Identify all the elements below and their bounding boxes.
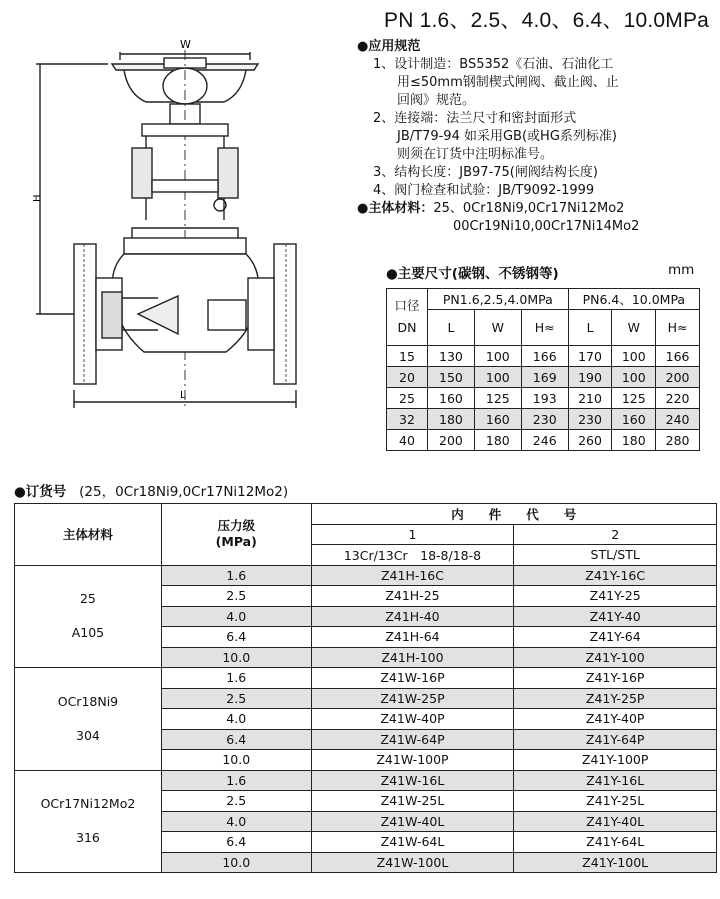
valve-drawing [28, 30, 358, 420]
code-cell: Z41W-40P [311, 709, 514, 730]
cell: 220 [656, 388, 700, 409]
material-name: OCr17Ni12Mo2 [40, 796, 136, 812]
sub-header: L [568, 310, 612, 346]
table-row [15, 770, 717, 791]
cell: 230 [568, 409, 612, 430]
dn-header-bottom: DN [397, 320, 417, 335]
label-l: L [180, 390, 186, 401]
cell: 180 [612, 430, 656, 451]
material-grade: 304 [76, 727, 100, 743]
dimensions-title: ●主要尺寸(碳钢、不锈钢等) [386, 266, 559, 282]
spec-block [357, 38, 717, 236]
group-header-1: PN1.6,2.5,4.0MPa [428, 289, 569, 310]
header-internal: 内 件 代 号 [311, 504, 716, 525]
spec-line: 4、阀门检查和试验：JB/T9092-1999 [373, 183, 595, 198]
material-cell [15, 770, 162, 873]
cell: 200 [656, 367, 700, 388]
order-title [14, 480, 288, 500]
material-heading: ●主体材料： [357, 201, 434, 216]
cell: 200 [428, 430, 475, 451]
code-cell: Z41H-64 [311, 627, 514, 648]
sub-header: H≈ [521, 310, 568, 346]
cell: 180 [474, 430, 521, 451]
material-grade: A105 [71, 625, 105, 641]
sub-header: H≈ [656, 310, 700, 346]
header-col2-sub: STL/STL [514, 545, 717, 566]
sub-header: L [428, 310, 475, 346]
pressure-cell: 10.0 [161, 750, 311, 771]
material-cell [15, 565, 162, 668]
header-pressure [161, 504, 311, 566]
code-cell: Z41Y-40L [514, 811, 717, 832]
code-cell: Z41Y-40 [514, 606, 717, 627]
spec-line: 2、连接端：法兰尺寸和密封面形式 [373, 111, 577, 126]
spec-line: 回阀》规范。 [397, 93, 476, 108]
group-header-2: PN6.4、10.0MPa [568, 289, 699, 310]
code-cell: Z41Y-25P [514, 688, 717, 709]
material-grade: 316 [76, 830, 100, 846]
code-cell: Z41H-100 [311, 647, 514, 668]
material-cell [15, 668, 162, 771]
table-row [387, 430, 700, 451]
order-title-rest: (25，0Cr18Ni9,0Cr17Ni12Mo2) [79, 484, 289, 500]
pressure-cell: 10.0 [161, 647, 311, 668]
code-cell: Z41H-40 [311, 606, 514, 627]
spec-line: 1、设计制造：BS5352《石油、石油化工 [373, 57, 614, 72]
order-title-bullet: ●订货号 [14, 484, 67, 500]
header-col1-sub: 13Cr/13Cr 18-8/18-8 [311, 545, 514, 566]
cell: 166 [656, 346, 700, 367]
code-cell: Z41Y-16P [514, 668, 717, 689]
sub-header: W [474, 310, 521, 346]
table-row [387, 388, 700, 409]
cell: 130 [428, 346, 475, 367]
page-title: PN 1.6、2.5、4.0、6.4、10.0MPa [384, 9, 710, 32]
cell: 246 [521, 430, 568, 451]
pressure-cell: 4.0 [161, 811, 311, 832]
cell: 160 [474, 409, 521, 430]
cell: 40 [387, 430, 428, 451]
material-line: 00Cr19Ni10,00Cr17Ni14Mo2 [453, 219, 640, 234]
cell: 169 [521, 367, 568, 388]
code-cell: Z41Y-64 [514, 627, 717, 648]
pressure-cell: 1.6 [161, 668, 311, 689]
pressure-cell: 4.0 [161, 606, 311, 627]
spec-line: 3、结构长度：JB97-75(闸阀结构长度) [373, 165, 598, 180]
label-w: W [180, 38, 191, 51]
material-name: OCr18Ni9 [57, 693, 119, 709]
pressure-cell: 2.5 [161, 586, 311, 607]
cell: 100 [612, 346, 656, 367]
cell: 125 [474, 388, 521, 409]
cell: 190 [568, 367, 612, 388]
code-cell: Z41Y-100L [514, 852, 717, 873]
label-h: H [32, 194, 43, 202]
table-row [387, 409, 700, 430]
code-cell: Z41W-64P [311, 729, 514, 750]
cell: 170 [568, 346, 612, 367]
table-row [15, 565, 717, 586]
code-cell: Z41Y-64L [514, 832, 717, 853]
header-col2: 2 [514, 524, 717, 545]
pressure-cell: 6.4 [161, 729, 311, 750]
pressure-cell: 1.6 [161, 565, 311, 586]
pressure-cell: 10.0 [161, 852, 311, 873]
dn-header-top: 口径 [394, 298, 420, 313]
pressure-cell: 6.4 [161, 627, 311, 648]
header-pressure-line1: 压力级 [217, 518, 255, 534]
spec-line: 用≤50mm钢制楔式闸阀、截止阀、止 [397, 75, 619, 90]
cell: 166 [521, 346, 568, 367]
pressure-cell: 6.4 [161, 832, 311, 853]
code-cell: Z41W-16L [311, 770, 514, 791]
pressure-cell: 1.6 [161, 770, 311, 791]
code-cell: Z41W-25L [311, 791, 514, 812]
pressure-cell: 4.0 [161, 709, 311, 730]
cell: 100 [474, 346, 521, 367]
cell: 193 [521, 388, 568, 409]
code-cell: Z41H-25 [311, 586, 514, 607]
dn-header [387, 289, 428, 346]
cell: 230 [521, 409, 568, 430]
code-cell: Z41Y-40P [514, 709, 717, 730]
material-line: 25、0Cr18Ni9,0Cr17Ni12Mo2 [433, 201, 625, 216]
code-cell: Z41W-25P [311, 688, 514, 709]
cell: 260 [568, 430, 612, 451]
cell: 125 [612, 388, 656, 409]
spec-line: JB/T79-94 如采用GB(或HG系列标准) [397, 129, 617, 144]
sub-header: W [612, 310, 656, 346]
spec-heading: ●应用规范 [357, 39, 421, 54]
dimensions-unit: mm [668, 262, 695, 278]
cell: 180 [428, 409, 475, 430]
cell: 20 [387, 367, 428, 388]
code-cell: Z41Y-25L [514, 791, 717, 812]
code-cell: Z41Y-16L [514, 770, 717, 791]
code-cell: Z41H-16C [311, 565, 514, 586]
code-cell: Z41W-100L [311, 852, 514, 873]
table-row [15, 668, 717, 689]
cell: 100 [612, 367, 656, 388]
table-row [387, 367, 700, 388]
code-cell: Z41Y-100 [514, 647, 717, 668]
code-cell: Z41W-16P [311, 668, 514, 689]
cell: 210 [568, 388, 612, 409]
table-row [387, 346, 700, 367]
cell: 15 [387, 346, 428, 367]
header-col1: 1 [311, 524, 514, 545]
code-cell: Z41W-64L [311, 832, 514, 853]
code-cell: Z41Y-64P [514, 729, 717, 750]
header-material: 主体材料 [15, 504, 162, 566]
cell: 280 [656, 430, 700, 451]
pressure-cell: 2.5 [161, 688, 311, 709]
header-pressure-line2: (MPa) [215, 534, 257, 550]
cell: 240 [656, 409, 700, 430]
cell: 160 [428, 388, 475, 409]
dimensions-table [386, 288, 700, 451]
material-name: 25 [79, 591, 96, 607]
cell: 25 [387, 388, 428, 409]
pressure-cell: 2.5 [161, 791, 311, 812]
code-cell: Z41Y-25 [514, 586, 717, 607]
spec-line: 则须在订货中注明标准号。 [397, 147, 554, 162]
code-cell: Z41Y-100P [514, 750, 717, 771]
code-cell: Z41W-40L [311, 811, 514, 832]
cell: 32 [387, 409, 428, 430]
order-table [14, 503, 717, 873]
cell: 150 [428, 367, 475, 388]
code-cell: Z41W-100P [311, 750, 514, 771]
code-cell: Z41Y-16C [514, 565, 717, 586]
cell: 160 [612, 409, 656, 430]
cell: 100 [474, 367, 521, 388]
